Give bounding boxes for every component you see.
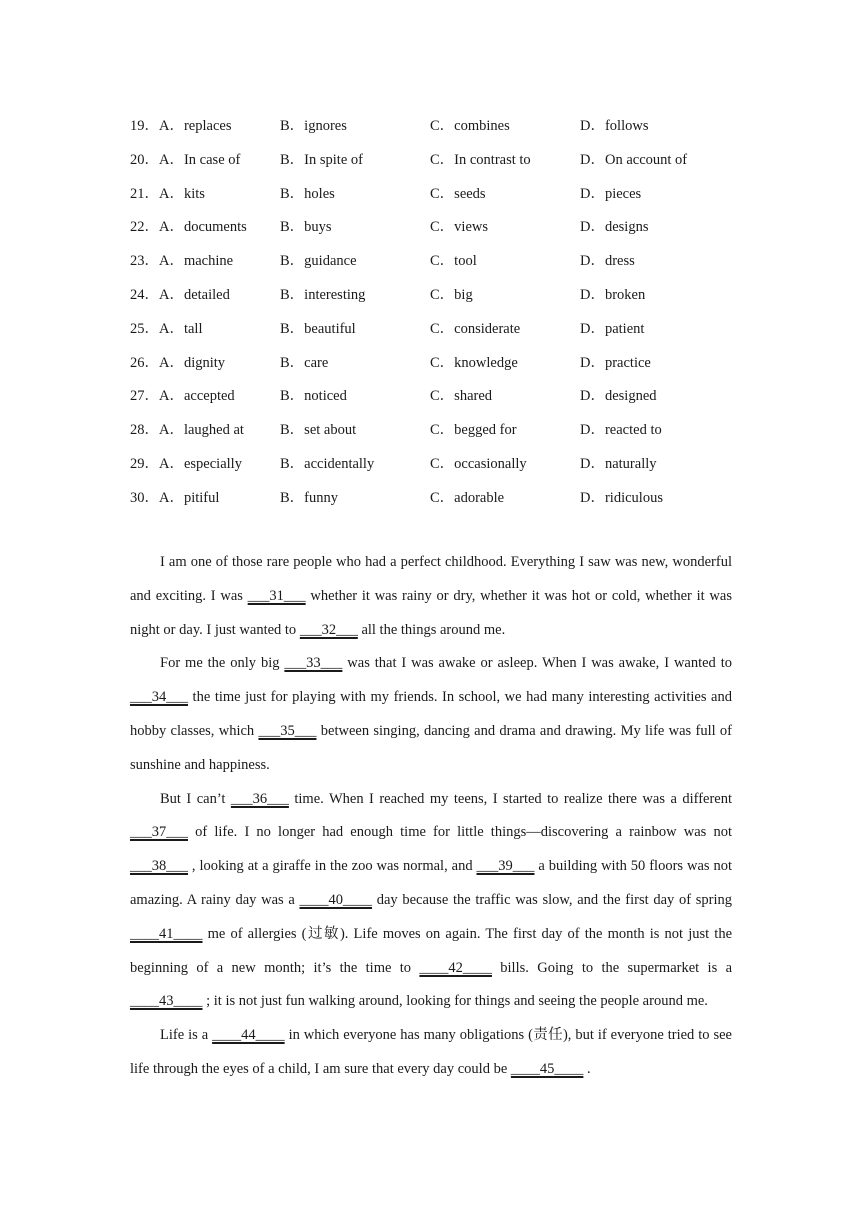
blank-32: ___32___ (299, 621, 358, 638)
blank-36: ___36___ (230, 790, 289, 807)
text: whether it was rainy or dry, whether it was hot or cold, whether it was night or day. I just wanted to (130, 587, 732, 638)
option-a: 24．A．detailed (130, 286, 230, 303)
option-c: C．adorable (430, 489, 505, 506)
text: For me the only big (160, 655, 285, 672)
blank-42: ____42____ (419, 959, 492, 976)
blank-34: ___34___ (130, 689, 188, 706)
option-b: B．holes (280, 185, 335, 202)
option-c: C．seeds (430, 185, 486, 202)
blank-40: ____40____ (299, 891, 373, 908)
option-d: D．broken (580, 286, 646, 303)
option-row-25 (130, 313, 750, 347)
options-table (130, 110, 750, 516)
text: But I can’t (160, 790, 231, 807)
text: me of allergies (过敏). Life moves on again. The first day of the month is not just the beginning of a new month; it’s the time to (130, 925, 732, 976)
option-d: D．dress (580, 253, 635, 270)
text: the time just for playing with my friends. In school, we had many interesting activities and hobby classes, which (130, 689, 732, 739)
option-a: 25．A．tall (130, 320, 203, 337)
option-d: D．patient (580, 320, 645, 337)
option-a: 28．A．laughed at (130, 422, 244, 439)
option-b: B．ignores (280, 118, 347, 134)
option-row-22 (130, 211, 750, 245)
blank-31: ___31___ (247, 587, 306, 604)
option-row-24 (130, 279, 750, 313)
option-row-29 (130, 448, 750, 482)
option-b: B．set about (280, 422, 357, 439)
option-b: B．interesting (280, 286, 366, 303)
blank-38: ___38___ (130, 858, 188, 875)
option-a: 23．A．machine (130, 253, 234, 270)
option-a: 22．A．documents (130, 219, 247, 236)
option-row-30 (130, 482, 750, 516)
option-d: D．practice (580, 354, 651, 371)
option-d: D．On account of (580, 151, 688, 168)
option-c: C．knowledge (430, 354, 518, 371)
option-c: C．considerate (430, 320, 521, 337)
option-row-28 (130, 414, 750, 448)
option-d: D．designed (580, 388, 657, 405)
option-d: D．reacted to (580, 422, 662, 439)
text: time. When I reached my teens, I started to realize there was a different (288, 790, 732, 807)
paragraph-4 (130, 1019, 732, 1087)
blank-45: ____45____ (510, 1060, 584, 1077)
text: . (583, 1060, 591, 1077)
blank-41: ____41____ (130, 925, 203, 942)
option-row-20 (130, 144, 750, 178)
text: , looking at a giraffe in the zoo was normal, and (188, 858, 477, 875)
option-c: C．big (430, 286, 473, 303)
option-d: D．naturally (580, 455, 657, 472)
text: all the things around me. (357, 621, 506, 638)
text: bills. Going to the supermarket is a (491, 959, 733, 976)
text: between singing, dancing and drama and drawing. My life was full of sunshine and happiness. (130, 722, 732, 773)
option-a: 30．A．pitiful (130, 489, 220, 506)
option-row-27 (130, 380, 750, 414)
text: day because the traffic was slow, and the first day of spring (372, 891, 733, 908)
blank-35: ___35___ (258, 722, 317, 739)
text: ; it is not just fun walking around, looking for things and seeing the people around me. (202, 993, 708, 1010)
paragraph-2 (130, 647, 732, 782)
option-b: B．buys (280, 219, 332, 236)
option-c: C．views (430, 219, 488, 236)
blank-43: ____43____ (130, 993, 203, 1010)
option-a: 19．A．replaces (130, 118, 232, 134)
option-c: C．occasionally (430, 455, 527, 472)
option-c: C．tool (430, 253, 477, 270)
option-a: 29．A．especially (130, 455, 242, 472)
option-b: B．funny (280, 489, 338, 506)
option-row-26 (130, 347, 750, 381)
blank-44: ____44____ (212, 1027, 285, 1044)
option-c: C．combines (430, 118, 510, 134)
text: in which everyone has many obligations (责任), but if everyone tried to see life through the eyes of a child, I am sure that every day could be (130, 1027, 732, 1077)
option-d: D．pieces (580, 185, 642, 202)
blank-33: ___33___ (284, 655, 343, 672)
option-c: C．In contrast to (430, 151, 531, 168)
option-c: C．begged for (430, 422, 517, 439)
option-b: B．guidance (280, 253, 357, 270)
option-d: D．designs (580, 219, 649, 236)
option-a: 20．A．In case of (130, 151, 241, 168)
option-b: B．noticed (280, 388, 347, 405)
option-row-21 (130, 178, 750, 212)
option-d: D．follows (580, 118, 649, 134)
option-row-19 (130, 110, 750, 144)
option-b: B．beautiful (280, 320, 356, 337)
option-b: B．In spite of (280, 151, 363, 168)
option-c: C．shared (430, 388, 493, 405)
blank-37: ___37___ (130, 824, 188, 841)
option-b: B．care (280, 354, 329, 371)
option-a: 21．A．kits (130, 185, 205, 202)
text: I am one of those rare people who had a perfect childhood. Everything I saw was new, wonderful and exciting. I was (130, 554, 732, 604)
blank-39: ___39___ (476, 858, 535, 875)
text: a building with 50 floors was not amazing. A rainy day was a (130, 858, 732, 908)
option-d: D．ridiculous (580, 489, 663, 506)
option-row-23 (130, 245, 750, 279)
paragraph-3 (130, 783, 732, 1020)
text: of life. I no longer had enough time for little things—discovering a rainbow was not (188, 824, 732, 841)
text: was that I was awake or asleep. When I was awake, I wanted to (342, 655, 732, 672)
text: Life is a (160, 1027, 213, 1044)
paragraph-1 (130, 546, 732, 647)
cloze-passage (130, 546, 732, 1087)
option-a: 27．A．accepted (130, 388, 235, 405)
option-b: B．accidentally (280, 455, 375, 472)
option-a: 26．A．dignity (130, 354, 226, 371)
